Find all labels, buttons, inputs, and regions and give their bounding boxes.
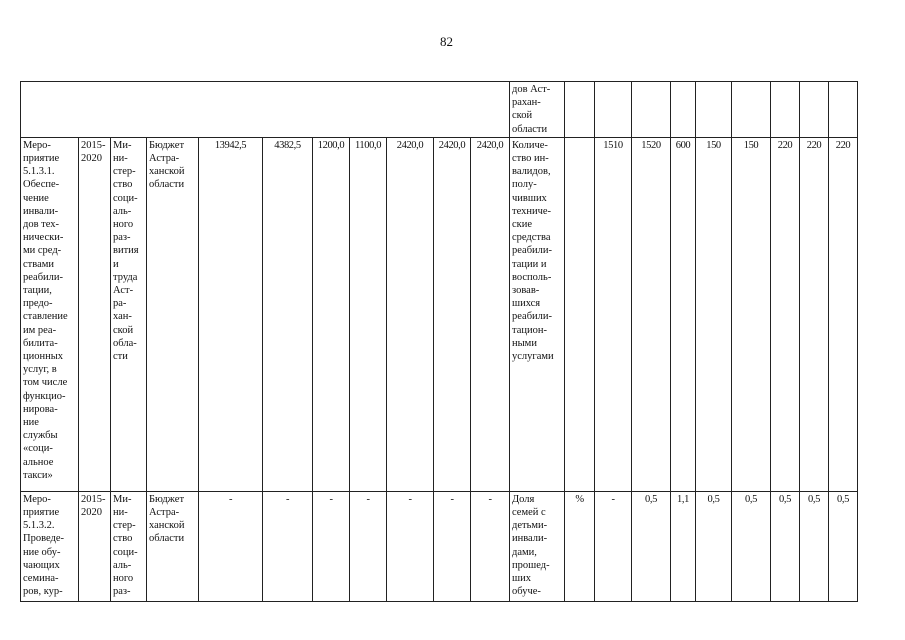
amount-cell: 1200,0: [313, 137, 350, 491]
target-cell: 0,5: [800, 491, 829, 601]
indicator-cell: Доля семей с детьми- инвали- дами, прошед- ших обуче-: [510, 491, 565, 601]
table-row: [21, 137, 858, 491]
executor-cell: Ми- ни- стер- ство соци- аль- ного раз-: [111, 491, 147, 601]
unit-cell: [565, 137, 595, 491]
target-cell: -: [595, 491, 632, 601]
event-cell: Меро- приятие 5.1.3.2. Проведе- ние обу- чающих семина- ров, кур-: [21, 491, 79, 601]
target-cell: 1,1: [671, 491, 696, 601]
executor-cell: Ми- ни- стер- ство соци- аль- ного раз- вития и труда Аст- ра- хан- ской обла- сти: [111, 137, 147, 491]
target-cell: 0,5: [696, 491, 732, 601]
page-number: 82: [440, 34, 453, 49]
event-cell: Меро- приятие 5.1.3.1. Обеспе- чение инвали- дов тех- нически- ми сред- ствами реабили- тации, предо- ставление им реа- билита- ционных услуг, в том числе функцио- нирова- ние службы «соци- альное такси»: [21, 137, 79, 491]
target-cell: 0,5: [771, 491, 800, 601]
target-cell: 220: [800, 137, 829, 491]
empty-cell: [632, 82, 671, 138]
target-cell: 0,5: [829, 491, 858, 601]
period-cell: 2015- 2020: [79, 137, 111, 491]
target-cell: 150: [696, 137, 732, 491]
target-cell: 0,5: [632, 491, 671, 601]
empty-cell: [21, 82, 510, 138]
amount-cell: -: [471, 491, 510, 601]
target-cell: 220: [771, 137, 800, 491]
amount-cell: -: [263, 491, 313, 601]
indicator-cell: Количе- ство ин- валидов, полу- чивших техниче- ские средства реабили- тации и восполь- зовав- шихся реабили- тацион- ными услугами: [510, 137, 565, 491]
empty-cell: [696, 82, 732, 138]
amount-cell: -: [350, 491, 387, 601]
amount-total-cell: -: [199, 491, 263, 601]
empty-cell: [771, 82, 800, 138]
period-cell: 2015- 2020: [79, 491, 111, 601]
program-table: [20, 81, 858, 602]
amount-cell: 2420,0: [387, 137, 434, 491]
unit-cell: %: [565, 491, 595, 601]
target-cell: 150: [732, 137, 771, 491]
empty-cell: [595, 82, 632, 138]
empty-cell: [800, 82, 829, 138]
target-cell: 1520: [632, 137, 671, 491]
source-cell: Бюджет Астра- ханской области: [147, 137, 199, 491]
target-cell: 1510: [595, 137, 632, 491]
continuation-indicator-cell: дов Аст- рахан- ской области: [510, 82, 565, 138]
table-row: [21, 491, 858, 601]
amount-cell: 2420,0: [434, 137, 471, 491]
empty-cell: [565, 82, 595, 138]
empty-cell: [671, 82, 696, 138]
source-cell: Бюджет Астра- ханской области: [147, 491, 199, 601]
target-cell: 0,5: [732, 491, 771, 601]
amount-cell: 1100,0: [350, 137, 387, 491]
amount-cell: -: [313, 491, 350, 601]
amount-cell: 4382,5: [263, 137, 313, 491]
amount-cell: -: [387, 491, 434, 601]
target-cell: 220: [829, 137, 858, 491]
amount-cell: -: [434, 491, 471, 601]
amount-cell: 2420,0: [471, 137, 510, 491]
empty-cell: [732, 82, 771, 138]
continuation-row: [21, 82, 858, 138]
empty-cell: [829, 82, 858, 138]
amount-total-cell: 13942,5: [199, 137, 263, 491]
target-cell: 600: [671, 137, 696, 491]
